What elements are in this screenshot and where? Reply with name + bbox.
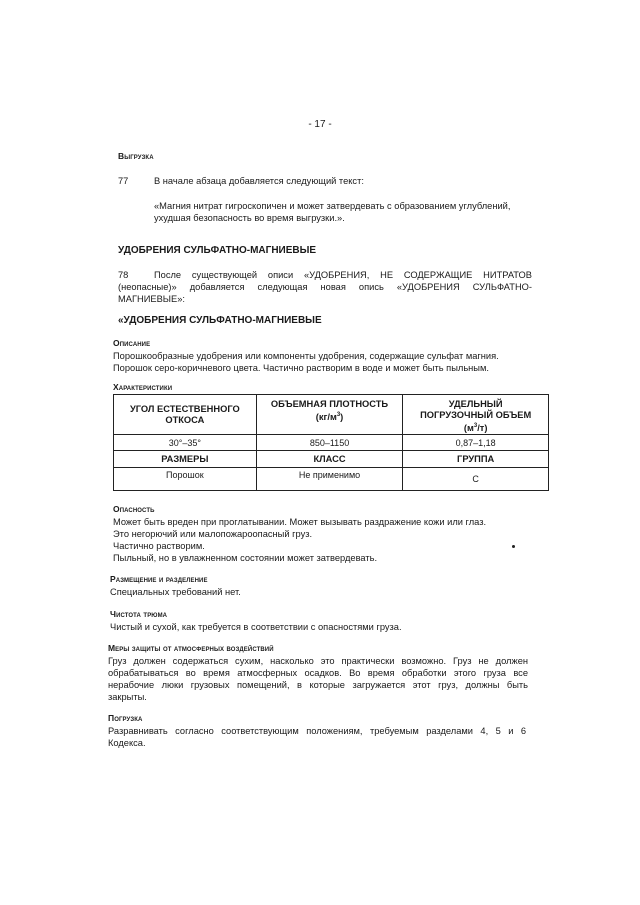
header-text-part: (м xyxy=(463,423,474,434)
value-class: Не применимо xyxy=(256,468,403,491)
hazard-heading: Опасность xyxy=(113,504,155,514)
weather-line: закрыты. xyxy=(108,692,147,702)
superscript: 3 xyxy=(473,423,478,429)
hazard-line: Это негорючий или малопожароопасный груз. xyxy=(113,529,313,539)
header-text: ОТКОСА xyxy=(165,414,205,425)
header-text: ОБЪЕМНАЯ ПЛОТНОСТЬ xyxy=(270,399,389,409)
amendment-text-line: (неопасные)» добавляется следующая новая опись «УДОБРЕНИЯ СУЛЬФАТНО- xyxy=(118,282,532,292)
header-text xyxy=(260,410,400,423)
header-text-part: ) xyxy=(340,412,344,423)
header-stowage-factor xyxy=(403,395,549,435)
value-group: C xyxy=(403,468,549,491)
description-line: Порошок серо-коричневого цвета. Частично растворим в воде и может быть пыльным. xyxy=(113,363,489,373)
hazard-line: Частично растворим. xyxy=(113,541,205,551)
characteristics-heading: Характеристики xyxy=(113,382,173,392)
header-bulk-density xyxy=(256,395,403,435)
value-bulk-density: 850–1150 xyxy=(256,435,403,451)
hazard-line: Пыльный, но в увлажненном состоянии может затвердевать. xyxy=(113,553,378,563)
description-heading: Описание xyxy=(113,338,151,348)
table-row xyxy=(114,468,549,491)
header-angle-of-repose xyxy=(114,395,257,435)
amendment-text-line: МАГНИЕВЫЕ»: xyxy=(118,294,185,304)
section-heading-fertilizers: УДОБРЕНИЯ СУЛЬФАТНО-МАГНИЕВЫЕ xyxy=(118,245,317,256)
table-row xyxy=(114,451,549,468)
table-row xyxy=(114,395,549,435)
header-text-part: /т) xyxy=(477,423,488,434)
hold-cleanliness-heading: Чистота трюма xyxy=(110,609,168,619)
quote-line: ухудшая безопасность во время выгрузки.». xyxy=(154,213,345,223)
amendment-number-77: 77 xyxy=(118,176,129,186)
entry-title: «УДОБРЕНИЯ СУЛЬФАТНО-МАГНИЕВЫЕ xyxy=(118,315,322,326)
value-size: Порошок xyxy=(114,468,257,491)
loading-line: Разравнивать согласно соответствующим положениям, требуемым разделами 4, 5 и 6 xyxy=(108,726,526,736)
weather-line: обрабатываться во время атмосферных осадков. Во время обработки этого груза все xyxy=(108,668,528,678)
value-angle-of-repose: 30°–35° xyxy=(114,435,257,451)
characteristics-table xyxy=(113,394,549,491)
loading-line: Кодекса. xyxy=(108,738,146,748)
quote-line: «Магния нитрат гигроскопичен и может затвердевать с образованием углублений, xyxy=(154,201,511,211)
weather-line: нерабочие люки грузовых помещений, в которые загружается этот груз, должны быть xyxy=(108,680,528,690)
weather-line: Груз должен содержаться сухим, насколько это практически возможно. Груз не должен xyxy=(108,656,528,666)
header-text: УГОЛ ЕСТЕСТВЕННОГО xyxy=(130,403,240,414)
loading-heading: Погрузка xyxy=(108,713,143,723)
header-group: ГРУППА xyxy=(403,451,549,468)
header-size: РАЗМЕРЫ xyxy=(114,451,257,468)
amendment-number-78: 78 xyxy=(118,270,129,280)
header-text xyxy=(406,421,545,434)
header-text: УДЕЛЬНЫЙ xyxy=(448,399,503,409)
amendment-intro: В начале абзаца добавляется следующий текст: xyxy=(154,176,364,186)
scan-dot xyxy=(512,545,515,548)
page-number: - 17 - xyxy=(308,119,332,130)
stowage-heading: Размещение и разделение xyxy=(110,574,208,584)
value-stowage-factor: 0,87–1,18 xyxy=(403,435,549,451)
header-text-part: (кг/м xyxy=(315,412,337,423)
amendment-text-line: После существующей описи «УДОБРЕНИЯ, НЕ СОДЕРЖАЩИЕ НИТРАТОВ xyxy=(154,270,532,280)
section-heading-unload: Выгрузка xyxy=(118,151,154,161)
stowage-line: Специальных требований нет. xyxy=(110,587,241,597)
description-line: Порошкообразные удобрения или компоненты удобрения, содержащие сульфат магния. xyxy=(113,351,499,361)
header-text: ПОГРУЗОЧНЫЙ ОБЪЕМ xyxy=(420,410,532,420)
hold-cleanliness-line: Чистый и сухой, как требуется в соответствии с опасностями груза. xyxy=(110,622,402,632)
header-class: КЛАСС xyxy=(256,451,403,468)
weather-heading: Меры защиты от атмосферных воздействий xyxy=(108,643,274,653)
table-row xyxy=(114,435,549,451)
superscript: 3 xyxy=(336,412,341,418)
hazard-line: Может быть вреден при проглатывании. Может вызывать раздражение кожи или глаз. xyxy=(113,517,487,527)
